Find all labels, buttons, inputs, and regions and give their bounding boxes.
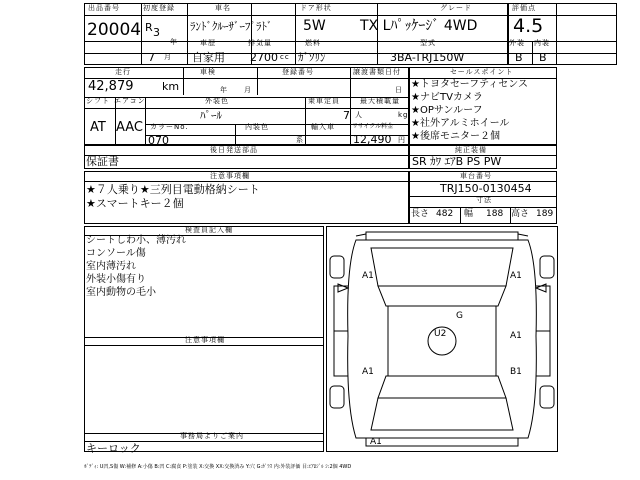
inspector-note: コンソール傷: [86, 248, 146, 259]
ac: AAC: [116, 120, 143, 135]
office-label: 事務局よりご案内: [180, 432, 244, 440]
office-note: キーロック: [86, 442, 141, 455]
inspector-label: 検査員記入欄: [185, 226, 233, 234]
model: 3BA-TRJ150W: [390, 51, 465, 64]
plate-label: 登録番号: [282, 68, 314, 76]
cc-unit: cc: [280, 53, 290, 61]
color-no: 070: [148, 134, 169, 147]
inspection-label: 車検: [200, 68, 216, 76]
parts-label: 後日発送部品: [210, 146, 258, 154]
width-label: 幅: [464, 209, 474, 219]
sales-point: ★OPサンルーフ: [411, 105, 483, 116]
chassis-number: TRJ150-0130454: [440, 182, 532, 195]
warranty-day: 日: [395, 86, 403, 94]
model-label: 型式: [420, 39, 436, 47]
length: 482: [436, 209, 454, 219]
warranty-label: 譲渡書類日付: [353, 68, 401, 76]
import-label: 輸入車: [311, 123, 335, 131]
color-no-label: カラーNo.: [150, 123, 189, 131]
features-label: 注意事項欄: [210, 172, 250, 180]
parts: 保証書: [86, 155, 119, 168]
width: 188: [486, 209, 504, 219]
recycle-label: リサイクル料金: [352, 123, 394, 130]
ext-grade: B: [515, 51, 523, 64]
month-unit: 月: [164, 53, 172, 61]
int-color-unit: 系: [296, 136, 304, 144]
lot-number: 20004: [87, 20, 142, 40]
damage-mark: A1: [362, 271, 374, 281]
body-type-label: 車歴: [200, 39, 216, 47]
yen-unit: 円: [398, 136, 406, 144]
footer-legend: ﾎﾞﾃﾞｨ: U凹,S傷 W:補修 A:小傷 B:凹 C:腐食 P:塗装 X:交換 XX:交換済み Y:穴 G:ｶﾞﾗｽ 内:外装評価 目:ｴｱﾛｼﾞﾙ ｼ:2個 4WD: [84, 464, 352, 470]
feature-line: ★７人乗り★三列目電動格納シート: [86, 183, 260, 196]
height-label: 高さ: [511, 209, 530, 219]
load-unit: kg: [398, 111, 409, 119]
first-reg-month: 7: [148, 51, 155, 64]
ext-label: 外装: [509, 39, 525, 47]
capacity-unit: 人: [355, 111, 363, 119]
int-label: 内装: [534, 39, 550, 47]
grade-label: グレード: [440, 4, 472, 12]
first-reg-label: 初度登録: [143, 4, 175, 12]
ac-label: エアコン: [114, 97, 146, 105]
km-unit: km: [162, 80, 180, 93]
color: ﾊﾟｰﾙ: [200, 109, 222, 122]
color-label: 外装色: [205, 97, 229, 105]
car-name: ﾗﾝﾄﾞｸﾙｰｻﾞｰﾌﾟﾗﾄﾞ: [190, 20, 273, 33]
insp-year-unit: 年: [220, 86, 228, 94]
height: 189: [536, 209, 554, 219]
sales-point: ★社外アルミホイール: [411, 118, 510, 129]
score: 4.5: [513, 15, 544, 37]
chassis-label: 車台番号: [460, 172, 492, 180]
score-label: 評価点: [512, 4, 536, 12]
displacement-label: 排気量: [248, 39, 272, 47]
damage-mark: G: [456, 311, 463, 321]
genuine-label: 純正装備: [455, 146, 487, 154]
damage-mark: A1: [510, 331, 522, 341]
damage-mark: A1: [362, 367, 374, 377]
length-label: 長さ: [411, 209, 430, 219]
body-type: 自家用: [192, 51, 225, 64]
era: R: [145, 21, 153, 34]
grade: TX Lﾊﾟｯｹｰｼﾞ 4WD: [360, 18, 478, 34]
damage-mark: A1: [370, 437, 382, 447]
fuel: ｶﾞｿﾘﾝ: [298, 51, 326, 64]
load-label: 最大積載量: [360, 97, 400, 105]
dims-label: 寸法: [476, 196, 492, 204]
prep-label: 注意事項欄: [185, 336, 225, 344]
damage-mark: A1: [510, 271, 522, 281]
displacement: 2700: [250, 51, 278, 64]
doors: 5W: [303, 18, 326, 34]
capacity: 7: [343, 109, 350, 122]
mileage: 42,879: [88, 79, 134, 94]
inspector-note: 室内薄汚れ: [86, 261, 136, 272]
shift-label: シフト: [86, 97, 110, 105]
lot-label: 出品番号: [88, 4, 120, 12]
sales-point: ★後席モニター２個: [411, 131, 500, 142]
genuine: SR ｶﾜ ｴｱB PS PW: [412, 155, 502, 168]
damage-mark: U2: [434, 329, 447, 339]
mileage-label: 走行: [115, 68, 131, 76]
capacity-label: 乗車定員: [308, 97, 340, 105]
recycle: 12,490: [353, 133, 392, 146]
sales-point: ★ナビTVカメラ: [411, 92, 483, 103]
feature-line: ★スマートキー２個: [86, 197, 184, 210]
doors-label: ドア形状: [300, 4, 332, 12]
car-damage-diagram: [326, 226, 558, 452]
damage-mark: B1: [510, 367, 522, 377]
shift: AT: [90, 120, 106, 135]
year-unit: 年: [170, 38, 178, 46]
sales-points-label: セールスポイント: [450, 68, 514, 76]
int-color-label: 内装色: [245, 123, 269, 131]
inspector-note: 室内動物の毛小: [86, 287, 156, 298]
inspector-note: 外装小傷有り: [86, 274, 146, 285]
car-name-label: 車名: [215, 4, 231, 12]
int-grade: B: [539, 51, 547, 64]
inspector-note: シートしわ小、薄汚れ: [86, 235, 186, 246]
fuel-label: 燃料: [305, 39, 321, 47]
insp-month-unit: 月: [244, 86, 252, 94]
first-reg-year: 3: [153, 26, 160, 39]
sales-point: ★トヨタセーフティセンス: [411, 79, 528, 90]
